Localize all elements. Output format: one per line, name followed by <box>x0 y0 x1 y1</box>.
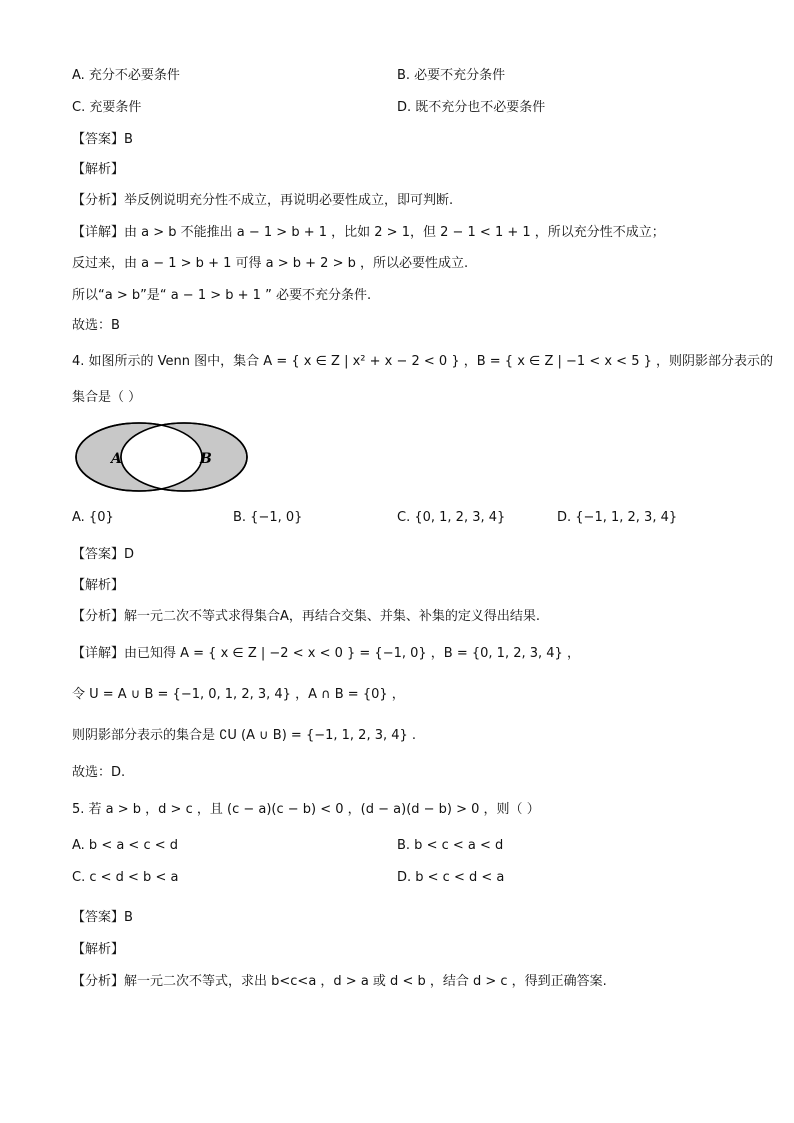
q3-fenxi: 【分析】举反例说明充分性不成立，再说明必要性成立，即可判断. <box>72 193 454 208</box>
q5-option-a: A. b < a < c < d <box>72 838 179 853</box>
venn-label-a: A <box>111 451 122 467</box>
q5-fenxi: 【分析】解一元二次不等式，求出 b<c<a ，d > a 或 d < b ，结合 d > c ，得到正确答案. <box>72 974 607 989</box>
q5-answer: 【答案】B <box>72 910 133 925</box>
q4-fenxi: 【分析】解一元二次不等式求得集合A，再结合交集、并集、补集的定义得出结果. <box>72 609 541 624</box>
q3-choice: 故选：B <box>72 318 120 333</box>
q3-option-a: A. 充分不必要条件 <box>72 68 180 83</box>
q3-detail-2: 反过来，由 a − 1 > b + 1 可得 a > b + 2 > b ，所以必要性成立. <box>72 256 469 271</box>
q4-choice: 故选：D. <box>72 765 126 780</box>
q4-option-b: B. {−1, 0} <box>233 510 303 525</box>
q4-detail-1: 【详解】由已知得 A = { x ∈ Z | −2 < x < 0 } = {−1, 0} ，B = {0, 1, 2, 3, 4} ， <box>72 646 580 661</box>
q4-stem-1: 4. 如图所示的 Venn 图中，集合 A = { x ∈ Z | x² + x − 2 < 0 } ，B = { x ∈ Z | −1 < x < 5 } ，则阴影部分表示的 <box>72 354 774 369</box>
q4-option-d: D. {−1, 1, 2, 3, 4} <box>557 510 678 525</box>
q4-answer: 【答案】D <box>72 547 135 562</box>
q3-analysis-label: 【解析】 <box>72 162 125 177</box>
q3-detail-1: 【详解】由 a > b 不能推出 a − 1 > b + 1 ，比如 2 > 1，但 2 − 1 < 1 + 1 ，所以充分性不成立； <box>72 225 665 240</box>
q5-stem: 5. 若 a > b ，d > c ，且 (c − a)(c − b) < 0 ，(d − a)(d − b) > 0 ，则（ ） <box>72 802 540 817</box>
q3-detail-3: 所以“a > b”是“ a − 1 > b + 1 ” 必要不充分条件. <box>72 288 372 303</box>
q3-option-c: C. 充要条件 <box>72 100 142 115</box>
q4-analysis-label: 【解析】 <box>72 578 125 593</box>
q4-stem-2: 集合是（ ） <box>72 390 142 405</box>
q3-option-d: D. 既不充分也不必要条件 <box>397 100 546 115</box>
q5-option-c: C. c < d < b < a <box>72 870 179 885</box>
q3-answer: 【答案】B <box>72 132 133 147</box>
q4-detail-2: 令 U = A ∪ B = {−1, 0, 1, 2, 3, 4} ，A ∩ B = {0} ， <box>72 687 405 702</box>
q4-option-a: A. {0} <box>72 510 114 525</box>
q4-detail-3: 则阴影部分表示的集合是 ∁U (A ∪ B) = {−1, 1, 2, 3, 4} . <box>72 728 417 743</box>
q5-option-d: D. b < c < d < a <box>397 870 505 885</box>
q4-option-c: C. {0, 1, 2, 3, 4} <box>397 510 506 525</box>
venn-diagram <box>70 418 254 498</box>
venn-label-b: B <box>200 451 212 467</box>
q5-option-b: B. b < c < a < d <box>397 838 504 853</box>
q3-option-b: B. 必要不充分条件 <box>397 68 506 83</box>
q5-analysis-label: 【解析】 <box>72 942 125 957</box>
